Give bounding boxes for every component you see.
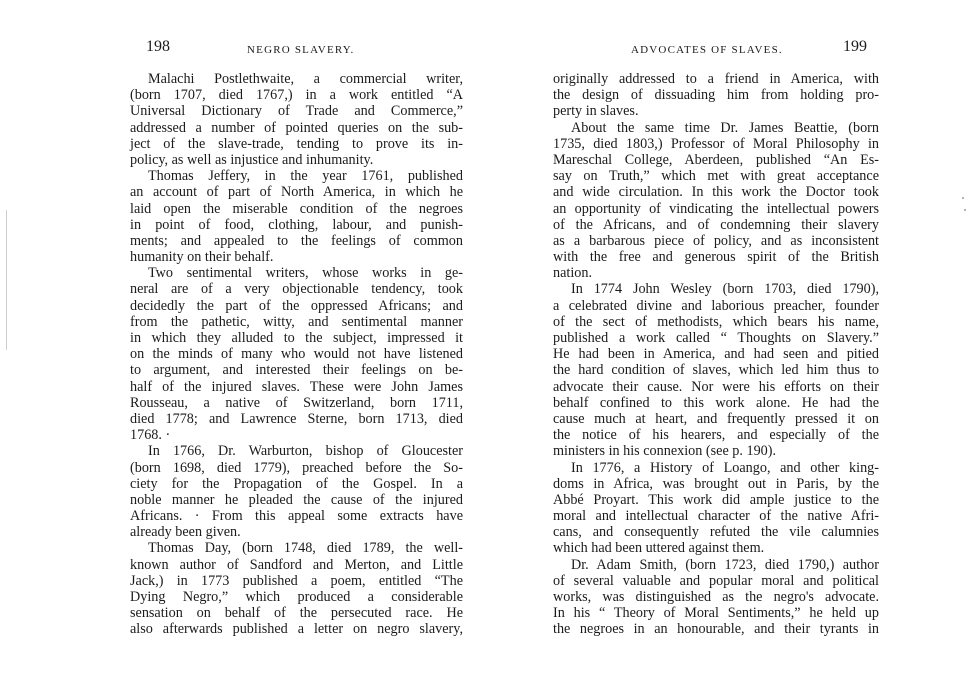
text-line-content: behalf confined to this work alone. He had the (553, 394, 879, 411)
speck (962, 197, 964, 199)
text-line-content: nation. (553, 265, 593, 282)
text-line-content: also afterwards published a letter on negro slavery, (130, 621, 463, 638)
text-line-content: Universal Dictionary of Trade and Commerce,” (130, 103, 463, 120)
text-line (553, 298, 879, 314)
text-line-content: a celebrated divine and laborious preacher, founder (553, 297, 879, 314)
text-line-content: Mareschal College, Aberdeen, published “An Es- (553, 151, 879, 168)
text-line-content: an opportunity of vindicating the intellectual powers (553, 200, 879, 217)
text-line-content: which had been uttered against them. (553, 540, 765, 557)
text-line (130, 427, 463, 443)
text-line-content: Jack,) in 1773 published a poem, entitled “The (130, 572, 463, 589)
text-line (553, 217, 879, 233)
right-page (490, 0, 980, 689)
text-line (130, 330, 463, 346)
text-line-content: from the pathetic, witty, and sentimental manner (130, 313, 463, 330)
page-number: 199 (843, 38, 867, 55)
text-line (130, 605, 463, 621)
text-line (130, 476, 463, 492)
text-line (553, 492, 879, 508)
text-line (553, 605, 879, 621)
text-line (553, 621, 879, 637)
text-line-content: in point of food, clothing, labour, and punish- (130, 216, 463, 233)
text-line-content: Rousseau, a native of Switzerland, born 1711, (130, 394, 463, 411)
text-line (553, 346, 879, 362)
text-line (553, 476, 879, 492)
text-column (130, 71, 463, 638)
text-line-content: Malachi Postlethwaite, a commercial writer, (148, 71, 463, 87)
text-line (553, 362, 879, 378)
text-line-content: the design of dissuading him from holding pro- (553, 87, 879, 104)
text-line-content: published a work called “ Thoughts on Slavery.” (553, 330, 879, 346)
text-line (553, 573, 879, 589)
text-line (130, 249, 463, 265)
text-line (130, 233, 463, 249)
text-line (130, 103, 463, 119)
text-line-content: cans, and consequently refuted the vile calumnies (553, 524, 879, 541)
text-line-content: doms in Africa, was brought out in Paris, by the (553, 475, 879, 492)
text-line-content: Thomas Day, (born 1748, died 1789, the well- (148, 540, 463, 557)
text-line-content: In 1776, a History of Loango, and other king- (571, 459, 879, 476)
text-line-content: ministers in his connexion (see p. 190). (553, 443, 777, 460)
text-line (130, 87, 463, 103)
text-line-content: He had been in America, and had seen and pitied (553, 346, 879, 363)
text-line (130, 265, 463, 281)
text-line (130, 362, 463, 378)
text-line (553, 330, 879, 346)
text-line (553, 281, 879, 297)
text-line-content: the negroes in an honourable, and their tyrants in (553, 621, 879, 638)
text-line-content: Two sentimental writers, whose works in ge- (148, 265, 463, 282)
text-line-content: In his “ Theory of Moral Sentiments,” he held up (553, 605, 879, 622)
text-line (553, 152, 879, 168)
text-column (553, 71, 879, 638)
text-line-content: Dying Negro,” which produced a considerable (130, 589, 463, 605)
text-line-content: In 1774 John Wesley (born 1703, died 1790), (571, 281, 879, 298)
text-line (130, 314, 463, 330)
text-line-content: already been given. (130, 524, 241, 541)
text-line (553, 265, 879, 281)
text-line-content: works, was distinguished as the negro's advocate. (553, 589, 879, 605)
text-line (130, 136, 463, 152)
text-line-content: (born 1707, died 1767,) in a work entitled “A (130, 87, 463, 104)
text-line (130, 379, 463, 395)
text-line (130, 281, 463, 297)
text-line-content: Thomas Jeffery, in the year 1761, published (148, 168, 463, 185)
text-line (130, 508, 463, 524)
text-line-content: About the same time Dr. James Beattie, (born (571, 119, 879, 136)
text-line (130, 168, 463, 184)
text-line-content: moral and intellectual character of the native Afri- (553, 508, 879, 525)
text-line-content: noble manner he pleaded the cause of the injured (130, 491, 463, 508)
text-line (130, 524, 463, 540)
running-head: ADVOCATES OF SLAVES. (631, 44, 783, 56)
text-line-content: on the minds of many who would not have listened (130, 346, 463, 363)
text-line-content: 1735, died 1803,) Professor of Moral Philosophy in (553, 135, 879, 152)
text-line-content: died 1778; and Lawrence Sterne, born 1713, died (130, 410, 463, 427)
text-line (130, 152, 463, 168)
text-line (130, 460, 463, 476)
text-line (130, 120, 463, 136)
text-line (130, 395, 463, 411)
speck (964, 209, 966, 211)
text-line (553, 136, 879, 152)
text-line-content: of the Africans, and of condemning their slavery (553, 216, 879, 233)
text-line-content: neral are of a very objectionable tendency, took (130, 281, 463, 298)
text-line (553, 233, 879, 249)
margin-mark (6, 210, 7, 350)
text-line-content: of several valuable and popular moral and political (553, 572, 879, 589)
text-line (553, 589, 879, 605)
text-line (553, 557, 879, 573)
text-line-content: say on Truth,” which met with great acceptance (553, 168, 879, 185)
text-line (130, 71, 463, 87)
text-line-content: advocate their cause. Nor were his efforts on their (553, 378, 879, 395)
text-line (553, 443, 879, 459)
text-line-content: as a barbarous piece of policy, and as inconsistent (553, 232, 879, 249)
text-line (553, 168, 879, 184)
text-line-content: Dr. Adam Smith, (born 1723, died 1790,) author (571, 556, 879, 573)
text-line-content: humanity on their behalf. (130, 249, 274, 266)
text-line (553, 460, 879, 476)
text-line-content: policy, as well as injustice and inhumanity. (130, 151, 374, 168)
text-line (130, 557, 463, 573)
text-line-content: originally addressed to a friend in America, with (553, 71, 879, 87)
text-line-content: cause much at heart, and frequently pressed it on (553, 410, 879, 427)
running-head: NEGRO SLAVERY. (247, 44, 355, 56)
text-line-content: to argument, and interested their feelings on be- (130, 362, 463, 379)
text-line (130, 201, 463, 217)
text-line-content: the notice of his hearers, and especially of the (553, 427, 879, 444)
text-line-content: ciety for the Propagation of the Gospel. In a (130, 475, 463, 492)
text-line (553, 184, 879, 200)
text-line-content: 1768. · (130, 427, 171, 444)
text-line (553, 103, 879, 119)
text-line (130, 443, 463, 459)
text-line (553, 249, 879, 265)
text-line-content: of the sect of methodists, which bears his name, (553, 313, 879, 330)
text-line (553, 427, 879, 443)
text-line (553, 508, 879, 524)
text-line (553, 314, 879, 330)
text-line (553, 71, 879, 87)
text-line-content: (born 1698, died 1779), preached before the So- (130, 459, 463, 476)
text-line-content: the hard condition of slaves, which led him thus to (553, 362, 879, 379)
text-line-content: in which they alluded to the subject, impressed it (130, 330, 463, 346)
text-line (553, 201, 879, 217)
text-line-content: In 1766, Dr. Warburton, bishop of Gloucester (148, 443, 463, 460)
text-line (130, 492, 463, 508)
text-line-content: with the free and generous spirit of the British (553, 249, 879, 266)
text-line (553, 120, 879, 136)
text-line (130, 621, 463, 637)
text-line-content: perty in slaves. (553, 103, 639, 120)
text-line (130, 298, 463, 314)
text-line (553, 524, 879, 540)
text-line-content: laid open the miserable condition of the negroes (130, 200, 463, 217)
text-line-content: Abbé Proyart. This work did ample justice to the (553, 491, 879, 508)
text-line-content: half of the injured slaves. These were John James (130, 378, 463, 395)
text-line (553, 540, 879, 556)
text-line (130, 217, 463, 233)
text-line-content: ject of the slave-trade, tending to prove its in- (130, 135, 463, 152)
text-line (130, 573, 463, 589)
page-number: 198 (146, 38, 170, 55)
text-line (553, 379, 879, 395)
text-line (553, 395, 879, 411)
text-line-content: decidedly the part of the oppressed Africans; and (130, 297, 463, 314)
text-line-content: an account of part of North America, in which he (130, 184, 463, 201)
text-line-content: and wide circulation. In this work the Doctor took (553, 184, 879, 201)
text-line-content: ments; and appealed to the feelings of common (130, 232, 463, 249)
text-line-content: sensation on behalf of the persecuted race. He (130, 605, 463, 622)
text-line (130, 540, 463, 556)
text-line (130, 346, 463, 362)
text-line-content: addressed a number of pointed queries on the sub- (130, 119, 463, 136)
text-line (553, 411, 879, 427)
text-line-content: Africans. · From this appeal some extracts have (130, 508, 463, 525)
text-line (130, 589, 463, 605)
text-line-content: known author of Sandford and Merton, and Little (130, 556, 463, 573)
text-line (553, 87, 879, 103)
text-line (130, 411, 463, 427)
text-line (130, 184, 463, 200)
